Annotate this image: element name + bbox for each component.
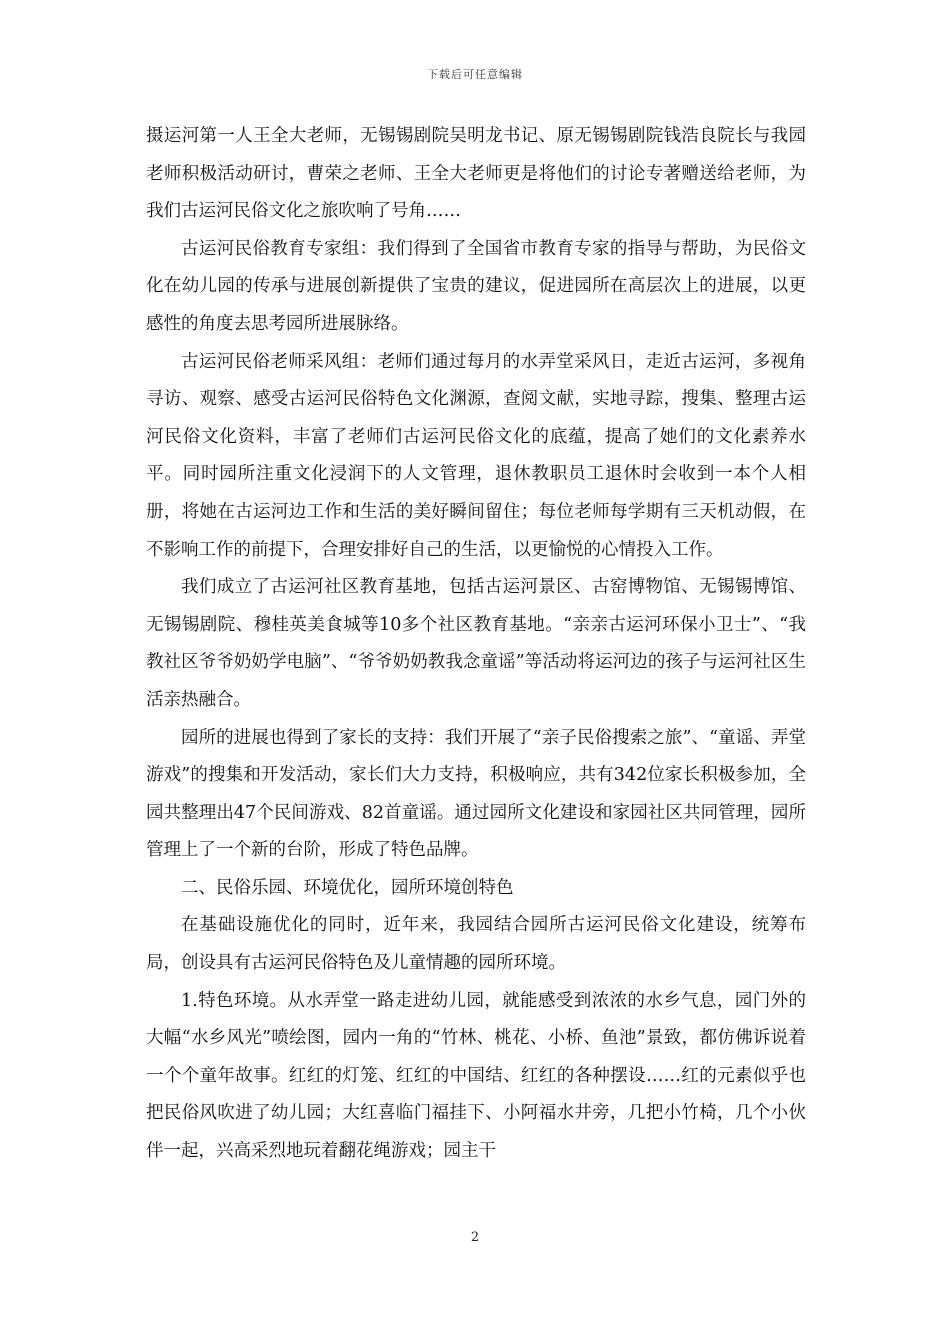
paragraph-2: 古运河民俗教育专家组：我们得到了全国省市教育专家的指导与帮助，为民俗文化在幼儿园的传承与进展创新提供了宝贵的建议，促进园所在高层次上的进展，以更感性的角度去思考园所进展脉络。 [146,238,806,334]
paragraph-6: 在基础设施优化的同时，近年来，我园结合园所古运河民俗文化建设，统筹布局，创设具有古运河民俗特色及儿童情趣的园所环境。 [146,915,806,974]
page-header: 下载后可任意编辑 [427,68,523,81]
section-heading: 二、民俗乐园、环境优化，园所环境创特色 [181,877,514,898]
paragraph-7: 1.特色环境。从水弄堂一路走进幼儿园，就能感受到浓浓的水乡气息，园门外的大幅“水乡风光”喷绘图，园内一角的“竹林、桃花、小桥、鱼池”景致，都仿佛诉说着一个个童年故事。红红的灯笼、红红的中国结、红红的各种摆设……红的元素似乎也把民俗风吹进了幼儿园；大红喜临门福挂下、小阿福水井旁，几把小竹椅，几个小伙伴一起，兴高采烈地玩着翻花绳游戏；园主干 [146,990,806,1162]
paragraph-5: 园所的进展也得到了家长的支持：我们开展了“亲子民俗搜索之旅”、“童谣、弄堂游戏”的搜集和开发活动，家长们大力支持，积极响应，共有342位家长积极参加，全园共整理出47个民间游戏、82首童谣。通过园所文化建设和家园社区共同管理，园所管理上了一个新的台阶，形成了特色品牌。 [146,727,806,861]
paragraph-4: 我们成立了古运河社区教育基地，包括古运河景区、古窑博物馆、无锡锡博馆、无锡锡剧院、穆桂英美食城等10多个社区教育基地。“亲亲古运河环保小卫士”、“我教社区爷爷奶奶学电脑”、“爷爷奶奶教我念童谣”等活动将运河边的孩子与运河社区生活亲热融合。 [146,577,806,710]
body-text [146,118,806,1171]
paragraph-3: 古运河民俗老师采风组：老师们通过每月的水弄堂采风日，走近古运河，多视角寻访、观察、感受古运河民俗特色文化渊源，查阅文献，实地寻踪，搜集、整理古运河民俗文化资料，丰富了老师们古运河民俗文化的底蕴，提高了她们的文化素养水平。同时园所注重文化浸润下的人文管理，退休教职员工退休时会收到一本个人相册，将她在古运河边工作和生活的美好瞬间留住；每位老师每学期有三天机动假，在不影响工作的前提下，合理安排好自己的生活，以更愉悦的心情投入工作。 [146,351,806,560]
paragraph-1: 摄运河第一人王全大老师，无锡锡剧院吴明龙书记、原无锡锡剧院钱浩良院长与我园老师积极活动研讨，曹荣之老师、王全大老师更是将他们的讨论专著赠送给老师，为我们古运河民俗文化之旅吹响了号角…… [146,126,806,222]
page-number: 2 [470,1230,480,1245]
